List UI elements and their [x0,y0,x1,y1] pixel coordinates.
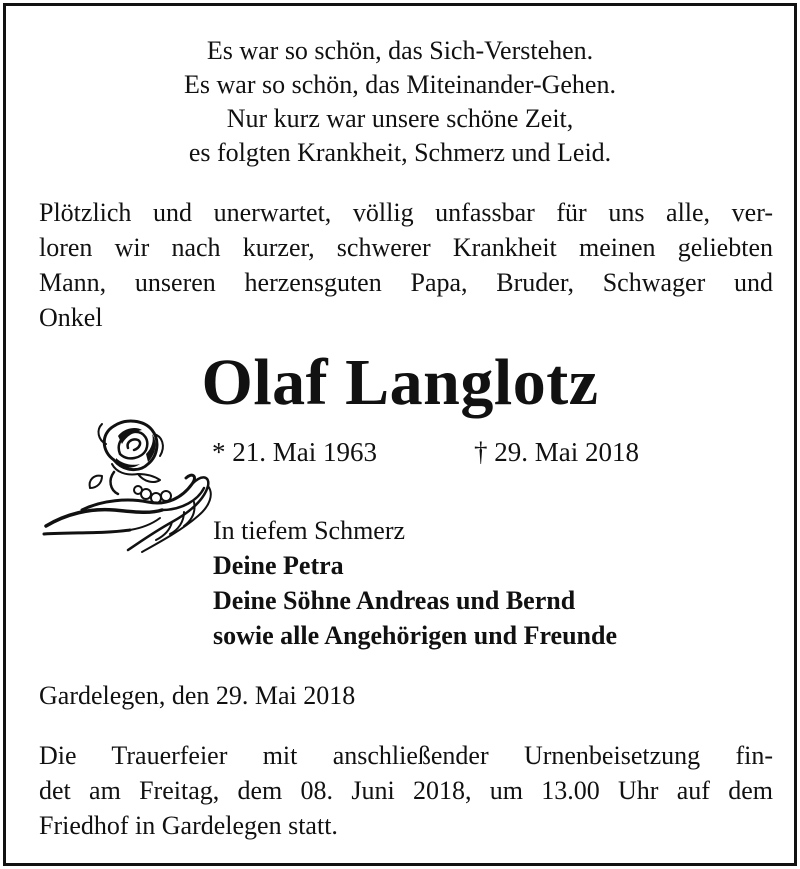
announcement-line: Onkel [39,303,103,332]
mourners-block [213,513,617,653]
announcement-line: Mann, unseren herzensguten Papa, Bruder, Schwager und [39,268,773,297]
mourner-name: Deine Petra [213,551,344,580]
announcement-line: Plötzlich und unerwartet, völlig unfassbar für uns alle, ver- [39,198,773,227]
birth-date: * 21. Mai 1963 [212,437,377,467]
death-date: † 29. Mai 2018 [474,437,639,467]
poem-line: Es war so schön, das Sich-Verstehen. [206,36,594,65]
notice-frame [3,3,797,866]
place-and-date: Gardelegen, den 29. Mai 2018 [39,681,356,710]
mourner-name: sowie alle Angehörigen und Freunde [213,621,618,650]
life-dates [212,434,672,470]
poem-line: Nur kurz war unsere schöne Zeit, [226,104,574,133]
poem [6,34,794,170]
announcement-text [39,195,773,335]
rose-in-hands-icon [42,414,217,559]
announcement-line: loren wir nach kurzer, schwerer Krankheit meinen geliebten [39,233,773,262]
deceased-name: Olaf Langlotz [201,346,599,419]
mourner-name: Deine Söhne Andreas und Bernd [213,586,576,615]
mourners-intro: In tiefem Schmerz [213,516,406,545]
funeral-line: Friedhof in Gardelegen statt. [39,811,338,840]
poem-line: es folgten Krankheit, Schmerz und Leid. [188,138,612,167]
funeral-line: det am Freitag, dem 08. Juni 2018, um 13.00 Uhr auf dem [39,776,773,805]
funeral-info [39,738,773,843]
poem-line: Es war so schön, das Miteinander-Gehen. [184,70,616,99]
funeral-line: Die Trauerfeier mit anschließender Urnenbeisetzung fin- [39,741,773,770]
